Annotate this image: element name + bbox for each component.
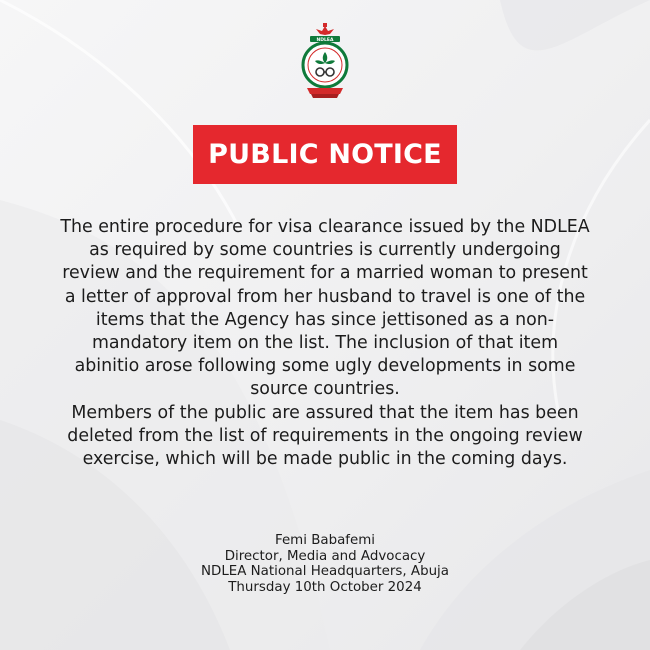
- signatory-office: NDLEA National Headquarters, Abuja: [201, 564, 449, 579]
- notice-date: Thursday 10th October 2024: [228, 579, 422, 595]
- crest-emblem-text: NDLEA: [316, 38, 334, 43]
- signatory-name: Femi Babafemi: [274, 533, 376, 548]
- notice-body: [60, 216, 590, 471]
- notice-title: PUBLIC NOTICE: [208, 139, 442, 170]
- signature-block: [150, 533, 500, 595]
- notice-paragraph-1: The entire procedure for visa clearance issued by the NDLEA as required by some countries is currently undergoing review and the requirement for a married woman to present a letter of approval from her husband to travel is one of the items that the Agency has since jettisoned as a non-mandatory item on the list. The inclusion of that item abinitio arose following some ugly developments in some source countries.: [60, 217, 590, 400]
- notice-paragraph-2: Members of the public are assured that the item has been deleted from the list of requirements in the ongoing review exercise, which will be made public in the coming days.: [67, 402, 583, 470]
- signatory-position: Director, Media and Advocacy: [224, 548, 426, 564]
- public-notice-banner: [193, 125, 457, 184]
- ndlea-crest-icon: [298, 22, 352, 102]
